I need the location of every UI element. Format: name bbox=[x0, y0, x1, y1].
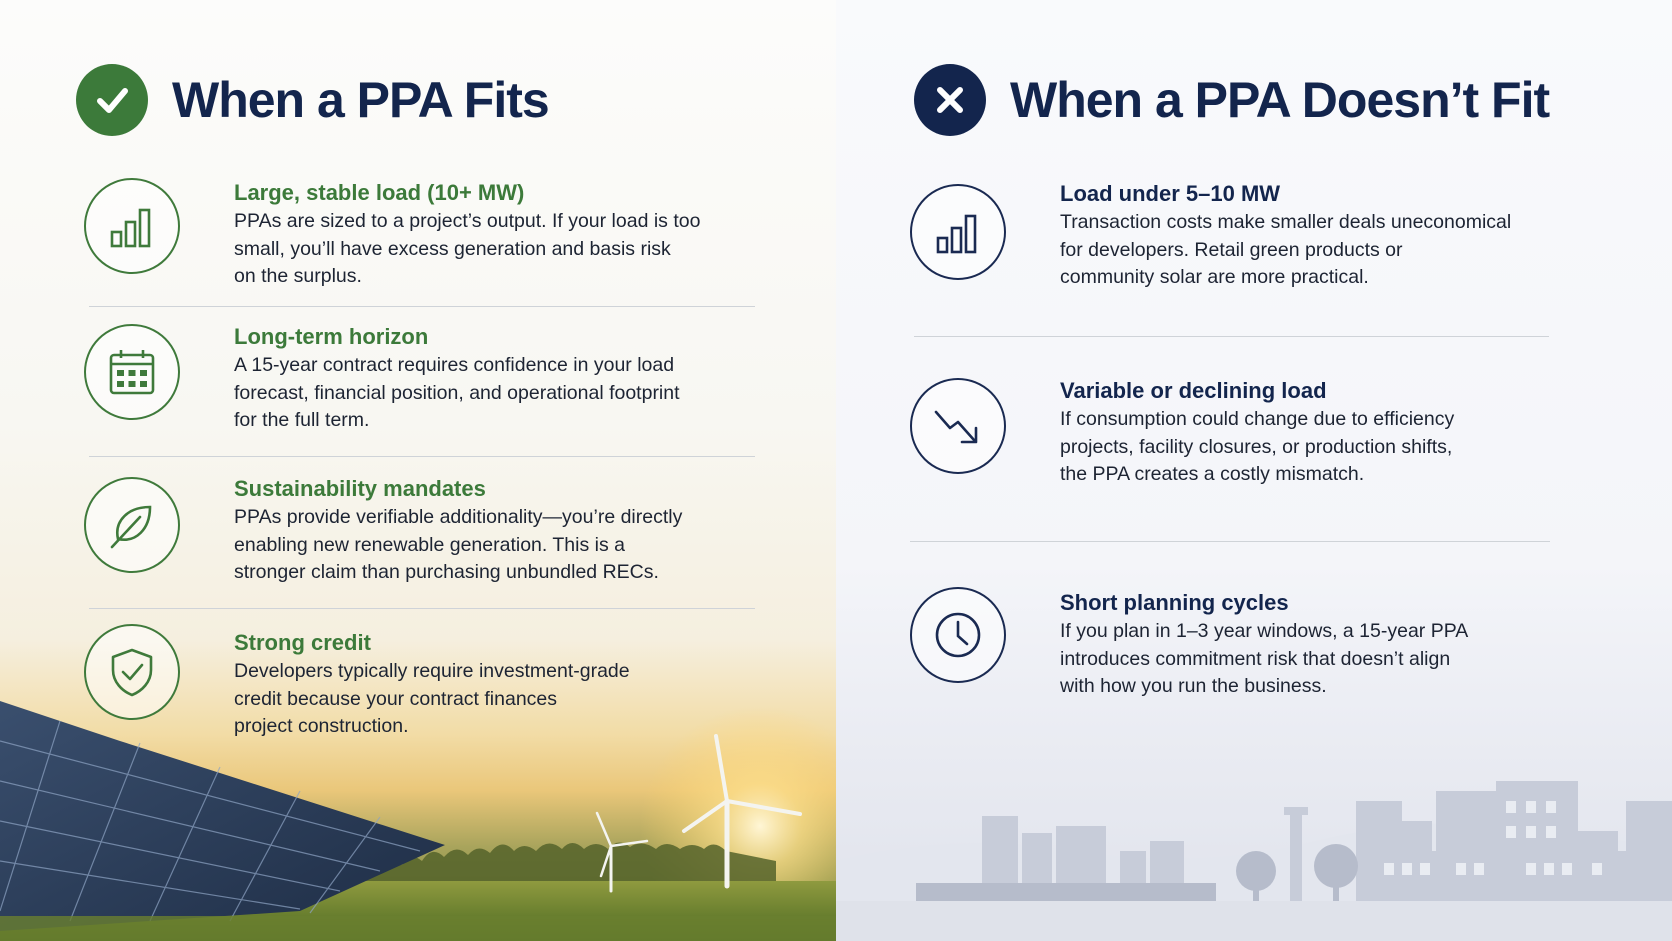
fits-item-desc-line: on the surplus. bbox=[234, 265, 362, 287]
fits-item-desc-line: enabling new renewable generation. This is a bbox=[234, 533, 625, 556]
doesnt-fit-item-desc-line: If you plan in 1–3 year windows, a 15-year PPA bbox=[1060, 620, 1469, 642]
bar-chart-icon bbox=[84, 178, 180, 274]
fits-item-title: Long-term horizon bbox=[234, 324, 429, 349]
divider bbox=[89, 608, 755, 609]
doesnt-fit-item-title: Load under 5–10 MW bbox=[1060, 181, 1281, 206]
doesnt-fit-item-desc-line: with how you run the business. bbox=[1060, 675, 1327, 697]
fits-item-title: Large, stable load (10+ MW) bbox=[234, 180, 525, 205]
fits-heading bbox=[76, 64, 549, 136]
doesnt-fit-item-desc-line: community solar are more practical. bbox=[1060, 266, 1369, 288]
fits-item-desc-line: credit because your contract finances bbox=[234, 687, 558, 710]
bar-chart-icon bbox=[910, 184, 1006, 280]
trend-down-icon bbox=[910, 378, 1006, 474]
divider bbox=[914, 336, 1549, 337]
doesnt-fit-item-desc-line: Transaction costs make smaller deals uneconomical bbox=[1060, 211, 1512, 233]
calendar-icon bbox=[84, 324, 180, 420]
doesnt-fit-item-desc-line: projects, facility closures, or production shifts, bbox=[1060, 435, 1453, 458]
check-icon bbox=[76, 64, 148, 136]
divider bbox=[89, 456, 755, 457]
clock-icon bbox=[910, 587, 1006, 683]
doesnt-fit-item-title: Variable or declining load bbox=[1060, 378, 1327, 403]
doesnt-fit-heading bbox=[914, 64, 1549, 136]
leaf-icon bbox=[84, 477, 180, 573]
doesnt-fit-item-desc-line: If consumption could change due to efficiency bbox=[1060, 408, 1455, 430]
doesnt-fit-item-desc-line: the PPA creates a costly mismatch. bbox=[1060, 463, 1365, 485]
fits-item-desc-line: forecast, financial position, and operational footprint bbox=[234, 381, 680, 404]
industrial-skyline bbox=[836, 771, 1672, 941]
fits-item-desc-line: project construction. bbox=[234, 715, 409, 737]
fits-title: When a PPA Fits bbox=[172, 72, 549, 128]
fits-item-title: Sustainability mandates bbox=[234, 476, 486, 501]
shield-check-icon bbox=[84, 624, 180, 720]
fits-item-title: Strong credit bbox=[234, 630, 371, 655]
doesnt-fit-item-desc-line: for developers. Retail green products or bbox=[1060, 238, 1403, 261]
x-icon bbox=[914, 64, 986, 136]
doesnt-fit-panel bbox=[836, 0, 1672, 941]
doesnt-fit-item-title: Short planning cycles bbox=[1060, 590, 1289, 615]
fits-item-desc-line: PPAs are sized to a project’s output. If your load is too bbox=[234, 210, 701, 232]
fits-item-desc-line: PPAs provide verifiable additionality—you’re directly bbox=[234, 506, 683, 528]
doesnt-fit-item-desc-line: introduces commitment risk that doesn’t align bbox=[1060, 647, 1451, 670]
fits-item-desc-line: stronger claim than purchasing unbundled RECs. bbox=[234, 561, 659, 583]
doesnt-fit-title: When a PPA Doesn’t Fit bbox=[1010, 72, 1550, 128]
divider bbox=[89, 306, 755, 307]
fits-item-desc-line: Developers typically require investment-grade bbox=[234, 660, 630, 682]
divider bbox=[910, 541, 1550, 542]
fits-item-desc-line: A 15-year contract requires confidence in your load bbox=[234, 354, 675, 376]
fits-item-desc-line: for the full term. bbox=[234, 409, 370, 431]
fits-item-desc-line: small, you’ll have excess generation and basis risk bbox=[234, 237, 671, 260]
